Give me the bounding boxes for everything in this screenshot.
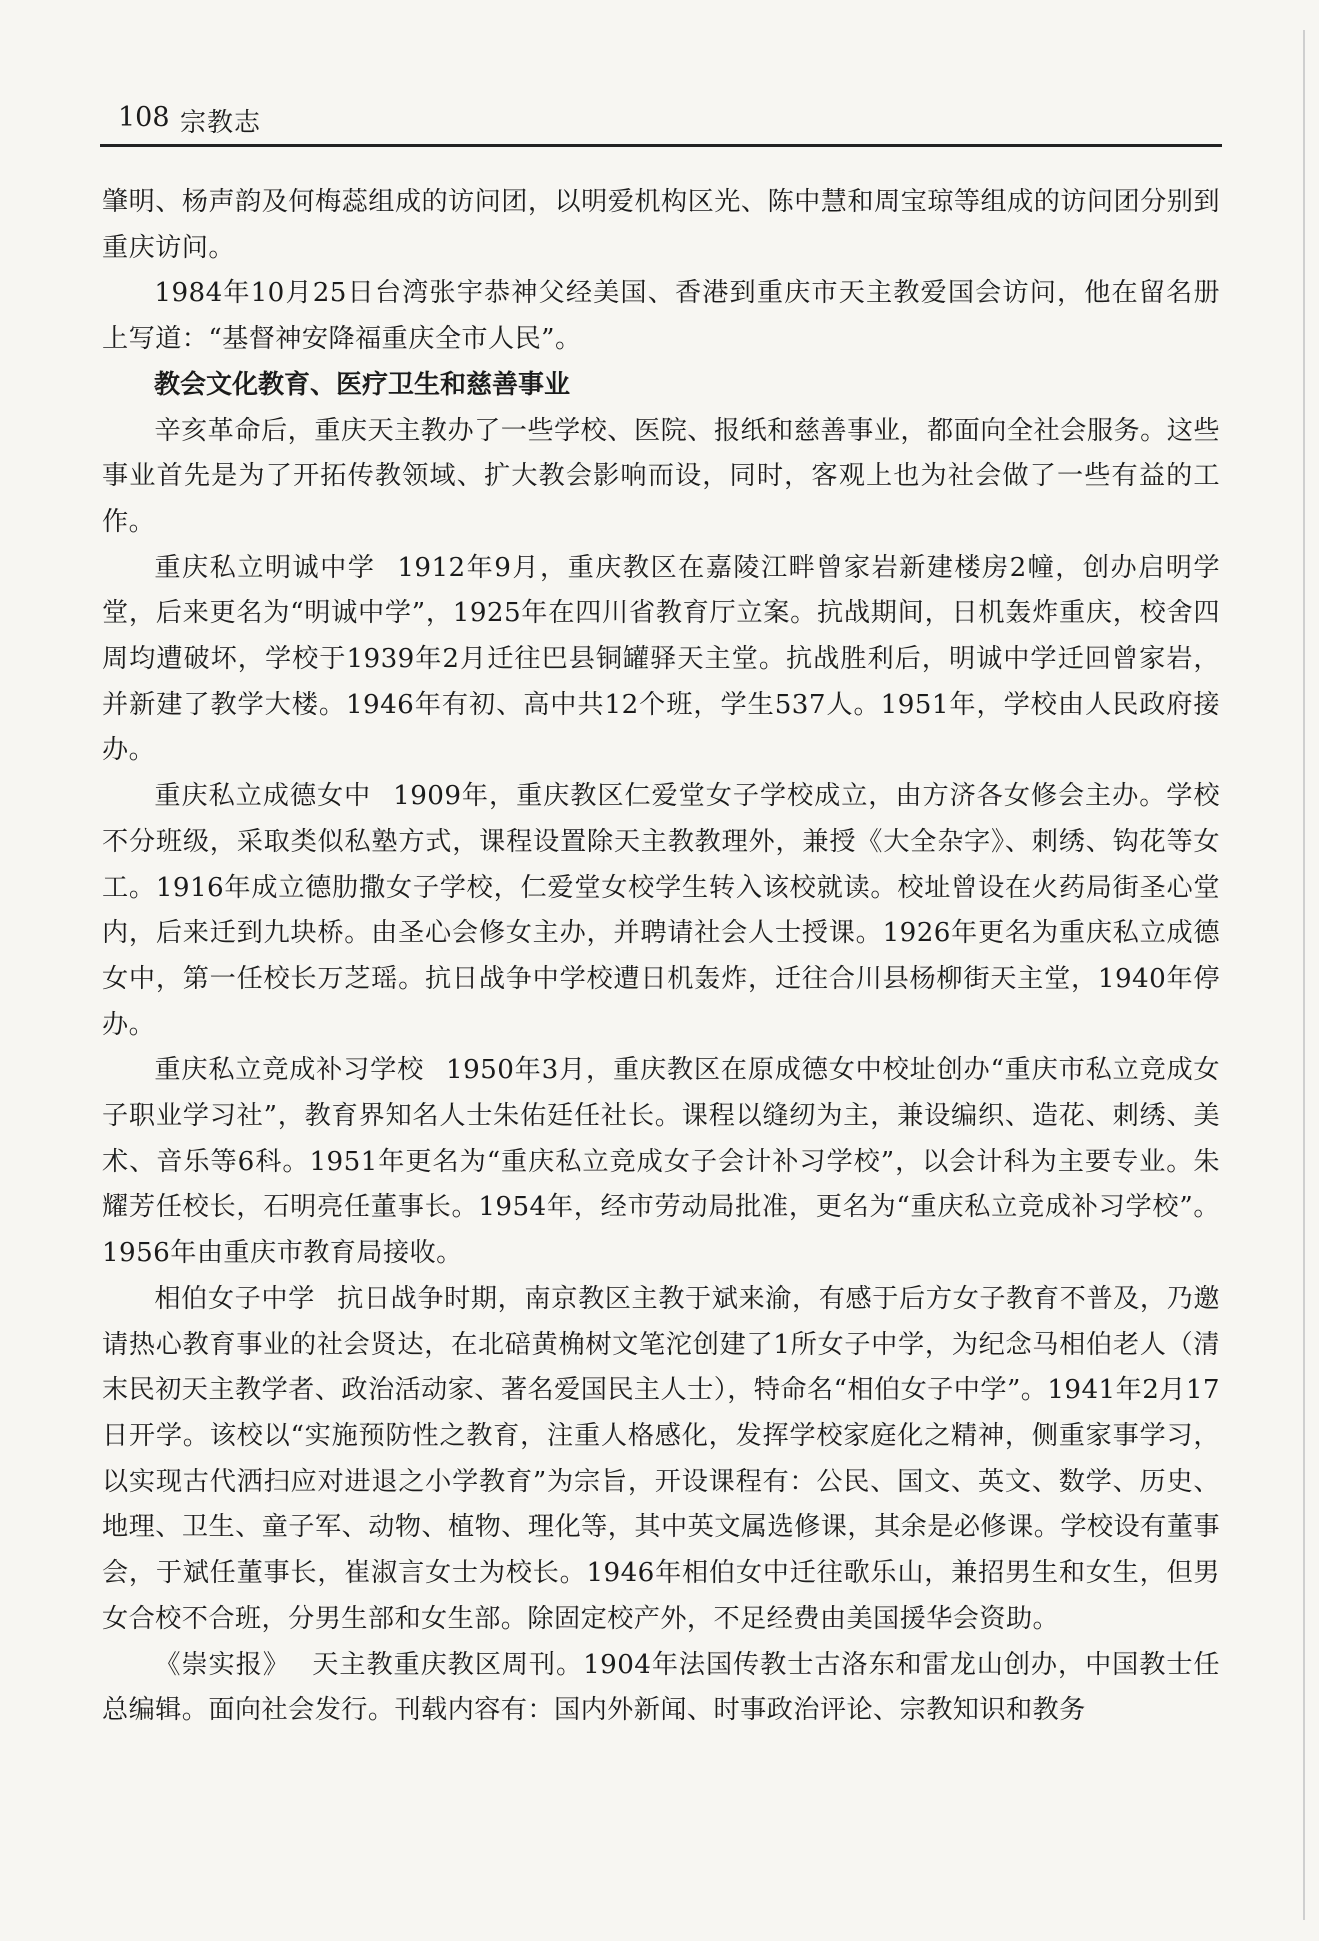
section-heading: 教会文化教育、医疗卫生和慈善事业 [154, 369, 571, 400]
entry-text-chongshibao: 天主教重庆教区周刊。1904年法国传教士古洛东和雷龙山创办，中国教士任总编辑。面向社会发行。刊载内容有：国内外新闻、时事政治评论、宗教知识和教务 [102, 1649, 1220, 1726]
entry-text-mingcheng: 1912年9月，重庆教区在嘉陵江畔曾家岩新建楼房2幢，创办启明学堂，后来更名为“明诚中学”，1925年在四川省教育厅立案。抗战期间，日机轰炸重庆，校舍四周均遭破坏，学校于1939年2月迁往巴县铜罐驿天主堂。抗战胜利后，明诚中学迁回曾家岩，并新建了教学大楼。1946年有初、高中共12个班，学生537人。1951年，学校由人民政府接办。 [102, 552, 1220, 766]
entry-text-jingcheng: 1950年3月，重庆教区在原成德女中校址创办“重庆市私立竞成女子职业学习社”，教育界知名人士朱佑廷任社长。课程以缝纫为主，兼设编织、造花、刺绣、美术、音乐等6科。1951年更名为“重庆私立竞成女子会计补习学校”，以会计科为主要专业。朱耀芳任校长，石明亮任董事长。1954年，经市劳动局批准，更名为“重庆私立竞成补习学校”。1956年由重庆市教育局接收。 [102, 1055, 1221, 1269]
paragraph-1984-visit: 1984年10月25日台湾张宇恭神父经美国、香港到重庆市天主教爱国会访问，他在留名册上写道：“基督神安降福重庆全市人民”。 [102, 278, 1220, 355]
paragraph-chengde [102, 774, 1220, 1048]
paragraph-chongshibao [102, 1643, 1220, 1734]
book-title: 宗教志 [180, 108, 262, 138]
entry-text-chengde: 1909年，重庆教区仁爱堂女子学校成立，由方济各女修会主办。学校不分班级，采取类似私塾方式，课程设置除天主教教理外，兼授《大全杂字》、刺绣、钩花等女工。1916年成立德肋撒女子学校，仁爱堂女校学生转入该校就读。校址曾设在火药局街圣心堂内，后来迁到九块桥。由圣心会修女主办，并聘请社会人士授课。1926年更名为重庆私立成德女中，第一任校长万芝瑶。抗日战争中学校遭日机轰炸，迁往合川县杨柳街天主堂，1940年停办。 [102, 781, 1220, 1040]
entry-title-mingcheng: 重庆私立明诚中学 [154, 552, 376, 583]
header-rule [100, 144, 1222, 147]
page-header [100, 100, 1220, 140]
body-text [102, 180, 1220, 1734]
entry-text-xiangbo: 抗日战争时期，南京教区主教于斌来渝，有感于后方女子教育不普及，乃邀请热心教育事业的社会贤达，在北碚黄桷树文笔沱创建了1所女子中学，为纪念马相伯老人（清末民初天主教学者、政治活动家、著名爱国民主人士），特命名“相伯女子中学”。1941年2月17日开学。该校以“实施预防性之教育，注重人格感化，发挥学校家庭化之精神，侧重家事学习，以实现古代洒扫应对进退之小学教育”为宗旨，开设课程有：公民、国文、英文、数学、历史、地理、卫生、童子军、动物、植物、理化等，其中英文属选修课，其余是必修课。学校设有董事会，于斌任董事长，崔淑言女士为校长。1946年相伯女中迁往歌乐山，兼招男生和女生，但男女合校不合班，分男生部和女生部。除固定校产外，不足经费由美国援华会资助。 [102, 1283, 1220, 1634]
entry-title-jingcheng: 重庆私立竞成补习学校 [154, 1055, 425, 1086]
paragraph-xiangbo [102, 1277, 1220, 1643]
page-edge-line [1303, 30, 1305, 1920]
entry-title-xiangbo: 相伯女子中学 [154, 1283, 315, 1314]
paragraph-continued: 肇明、杨声韵及何梅蕊组成的访问团，以明爱机构区光、陈中慧和周宝琼等组成的访问团分别到重庆访问。 [102, 187, 1220, 263]
entry-title-chengde: 重庆私立成德女中 [154, 781, 372, 812]
paragraph-intro: 辛亥革命后，重庆天主教办了一些学校、医院、报纸和慈善事业，都面向全社会服务。这些事业首先是为了开拓传教领域、扩大教会影响而设，同时，客观上也为社会做了一些有益的工作。 [102, 415, 1220, 537]
entry-title-chongshibao: 《崇实报》 [154, 1649, 290, 1680]
page-number: 108 [118, 102, 170, 133]
paragraph-jingcheng [102, 1048, 1220, 1277]
paragraph-mingcheng [102, 546, 1220, 775]
